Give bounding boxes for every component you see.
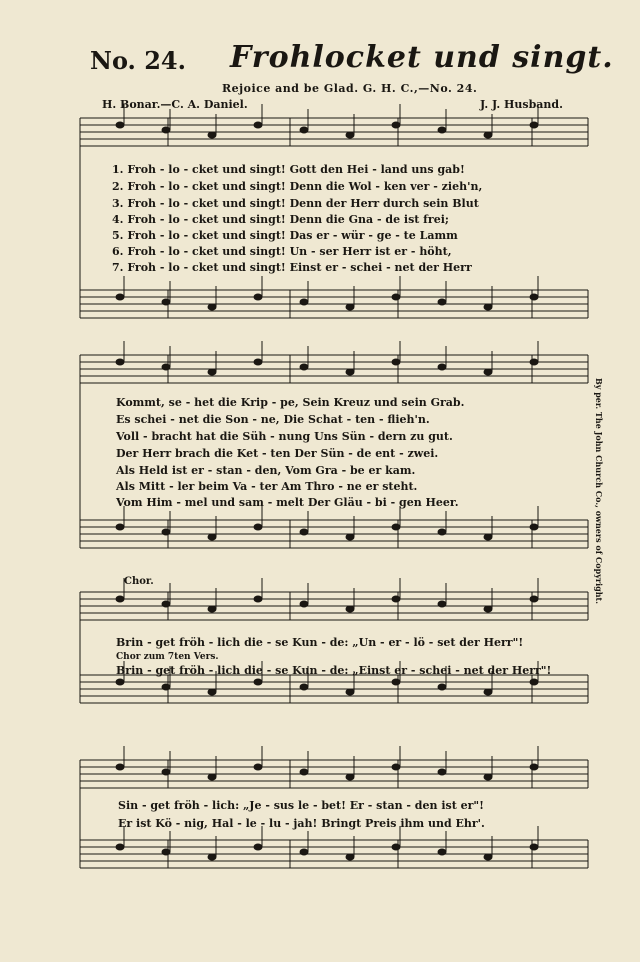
- verse-line-3: 3. Froh - lo - cket und singt! Denn der Herr durch sein Blut: [112, 197, 479, 210]
- verse-line-7: 7. Froh - lo - cket und singt! Einst er - schei - net der Herr: [112, 261, 472, 274]
- verse2-line-1: Kommt, se - het die Krip - pe, Sein Kreuz und sein Grab.: [116, 396, 465, 409]
- chorus-line-2: Brin - get fröh - lich die - se Kun - de: „Einst er - schei - net der Herr"!: [116, 664, 552, 677]
- composer-credit: J. J. Husband.: [480, 98, 563, 111]
- author-credit: H. Bonar.—C. A. Daniel.: [102, 98, 248, 111]
- verse2-line-6: Als Mitt - ler beim Va - ter Am Thro - ne er steht.: [116, 480, 418, 493]
- final-line-2: Er ist Kö - nig, Hal - le - lu - jah! Bringt Preis ihm und Ehr'.: [118, 817, 485, 830]
- chorus-label: Chor.: [124, 576, 154, 587]
- final-line-1: Sin - get fröh - lich: „Je - sus le - bet! Er - stan - den ist er"!: [118, 799, 484, 812]
- verse-line-5: 5. Froh - lo - cket und singt! Das er - wür - ge - te Lamm: [112, 229, 458, 242]
- verse-line-2: 2. Froh - lo - cket und singt! Denn die Wol - ken ver - zieh'n,: [112, 180, 483, 193]
- verse2-line-3: Voll - bracht hat die Süh - nung Uns Sün - dern zu gut.: [116, 430, 453, 443]
- verse2-line-5: Als Held ist er - stan - den, Vom Gra - be er kam.: [116, 464, 416, 477]
- hymn-number: No. 24.: [90, 46, 186, 75]
- verse2-line-7: Vom Him - mel und sam - melt Der Gläu - bi - gen Heer.: [116, 496, 459, 509]
- verse2-line-4: Der Herr brach die Ket - ten Der Sün - de ent - zwei.: [116, 447, 439, 460]
- copyright-note: By per. The John Church Co., owners of Copyright.: [594, 378, 604, 605]
- verse-line-1: 1. Froh - lo - cket und singt! Gott den Hei - land uns gab!: [112, 163, 465, 176]
- chorus7-label: Chor zum 7ten Vers.: [116, 652, 219, 662]
- hymn-title: Frohlocket und singt.: [230, 40, 614, 75]
- verse-line-4: 4. Froh - lo - cket und singt! Denn die Gna - de ist frei;: [112, 213, 449, 226]
- verse-line-6: 6. Froh - lo - cket und singt! Un - ser Herr ist er - höht,: [112, 245, 452, 258]
- verse2-line-2: Es schei - net die Son - ne, Die Schat - ten - flieh'n.: [116, 413, 430, 426]
- hymn-subtitle: Rejoice and be Glad. G. H. C.,—No. 24.: [222, 82, 478, 95]
- chorus-line-1: Brin - get fröh - lich die - se Kun - de: „Un - er - lö - set der Herr"!: [116, 636, 524, 649]
